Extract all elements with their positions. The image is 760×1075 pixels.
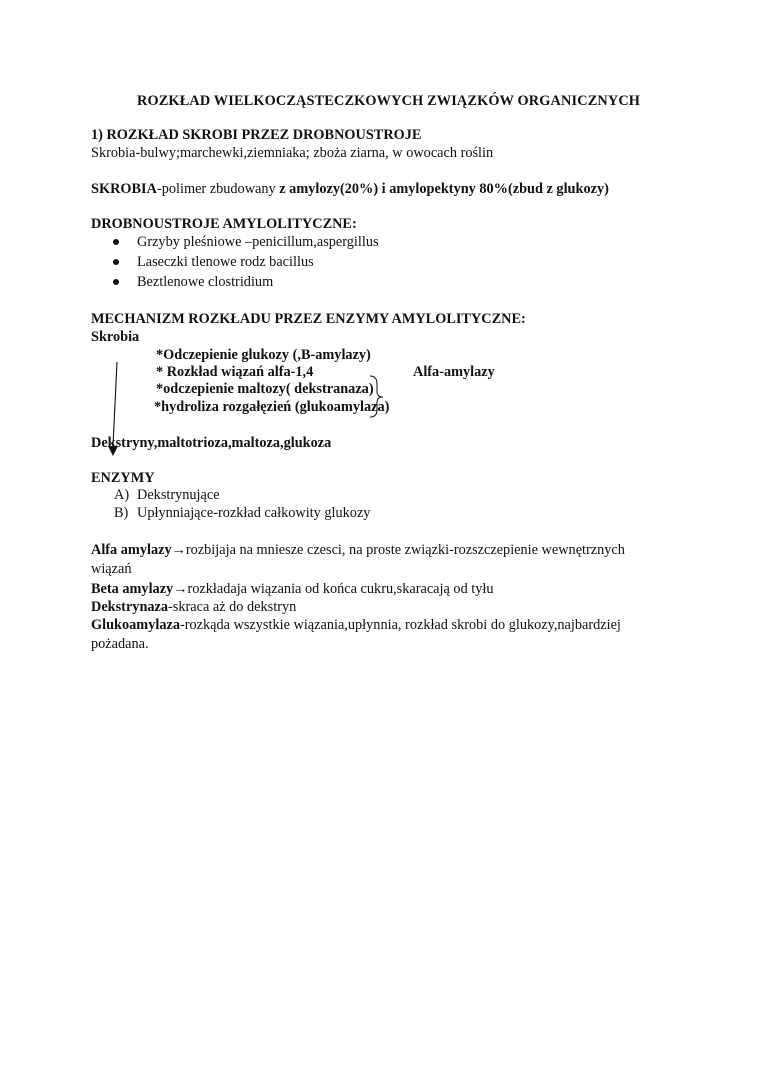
glucoamylase-text: -rozkąda wszystkie wiązania,upłynnia, rozkład skrobi do glukozy,najbardziej	[179, 617, 621, 633]
alfa-amylase-text: rozbijaja na mniesze czesci, na proste związki-rozszczepienie wewnętrznych	[185, 542, 625, 558]
enzyme-list-marker: A)	[114, 487, 130, 503]
alfa-amylase-text-continued: wiązań	[91, 561, 132, 577]
page-title: ROZKŁAD WIELKOCZĄSTECZKOWYCH ZWIĄZKÓW ORGANICZNYCH	[137, 93, 641, 109]
brace-icon	[370, 376, 383, 417]
beta-amylase-term: Beta amylazy	[91, 581, 174, 597]
enzyme-list-item: Upłynniające-rozkład całkowity glukozy	[137, 505, 371, 521]
mechanism-step: *hydroliza rozgałęzień (glukoamylaza)	[154, 399, 390, 415]
enzyme-list-item: Dekstrynujące	[137, 487, 220, 503]
enzymes-heading: ENZYMY	[91, 470, 155, 486]
dextrinase-definition	[91, 598, 296, 616]
microbe-list-item: Grzyby pleśniowe –penicillum,aspergillus	[137, 234, 379, 250]
beta-amylase-text: rozkładaja wiązania od końca cukru,skaracają od tyłu	[187, 581, 494, 597]
enzyme-list-marker: B)	[114, 505, 129, 521]
section-heading-1: 1) ROZKŁAD SKROBI PRZEZ DROBNOUSTROJE	[91, 127, 422, 143]
alfa-amylase-term: Alfa amylazy	[91, 542, 172, 558]
beta-amylase-definition	[91, 580, 494, 598]
mechanism-start-label: Skrobia	[91, 329, 140, 345]
starch-composition: z amylozy(20%) i amylopektyny 80%(zbud z glukozy)	[279, 181, 609, 197]
mechanism-step: *odczepienie maltozy( dekstranaza)	[156, 381, 374, 397]
microbe-list-item: Beztlenowe clostridium	[137, 274, 274, 290]
dextrinase-term: Dekstrynaza	[91, 599, 169, 615]
glucoamylase-definition	[91, 616, 621, 634]
microbes-heading: DROBNOUSTROJE AMYLOLITYCZNE:	[91, 216, 357, 232]
mechanism-step: * Rozkład wiązań alfa-1,4	[156, 364, 314, 380]
alfa-amylase-definition	[91, 541, 625, 559]
starch-term: SKROBIA	[91, 181, 157, 197]
right-arrow-icon: →	[171, 542, 186, 558]
right-arrow-icon: →	[173, 581, 188, 597]
glucoamylase-term: Glukoamylaza	[91, 617, 180, 633]
alfa-amylase-label: Alfa-amylazy	[413, 364, 495, 380]
starch-text: -polimer zbudowany	[156, 181, 280, 197]
glucoamylase-text-continued: pożadana.	[91, 636, 149, 652]
mechanism-result: Dekstryny,maltotrioza,maltoza,glukoza	[91, 435, 332, 451]
dextrinase-text: -skraca aż do dekstryn	[168, 599, 297, 615]
starch-sources-text: Skrobia-bulwy;marchewki,ziemniaka; zboża ziarna, w owocach roślin	[91, 145, 494, 161]
mechanism-heading: MECHANIZM ROZKŁADU PRZEZ ENZYMY AMYLOLITYCZNE:	[91, 311, 526, 327]
microbe-list-item: Laseczki tlenowe rodz bacillus	[137, 254, 314, 270]
mechanism-step: *Odczepienie glukozy (,B-amylazy)	[156, 347, 371, 363]
